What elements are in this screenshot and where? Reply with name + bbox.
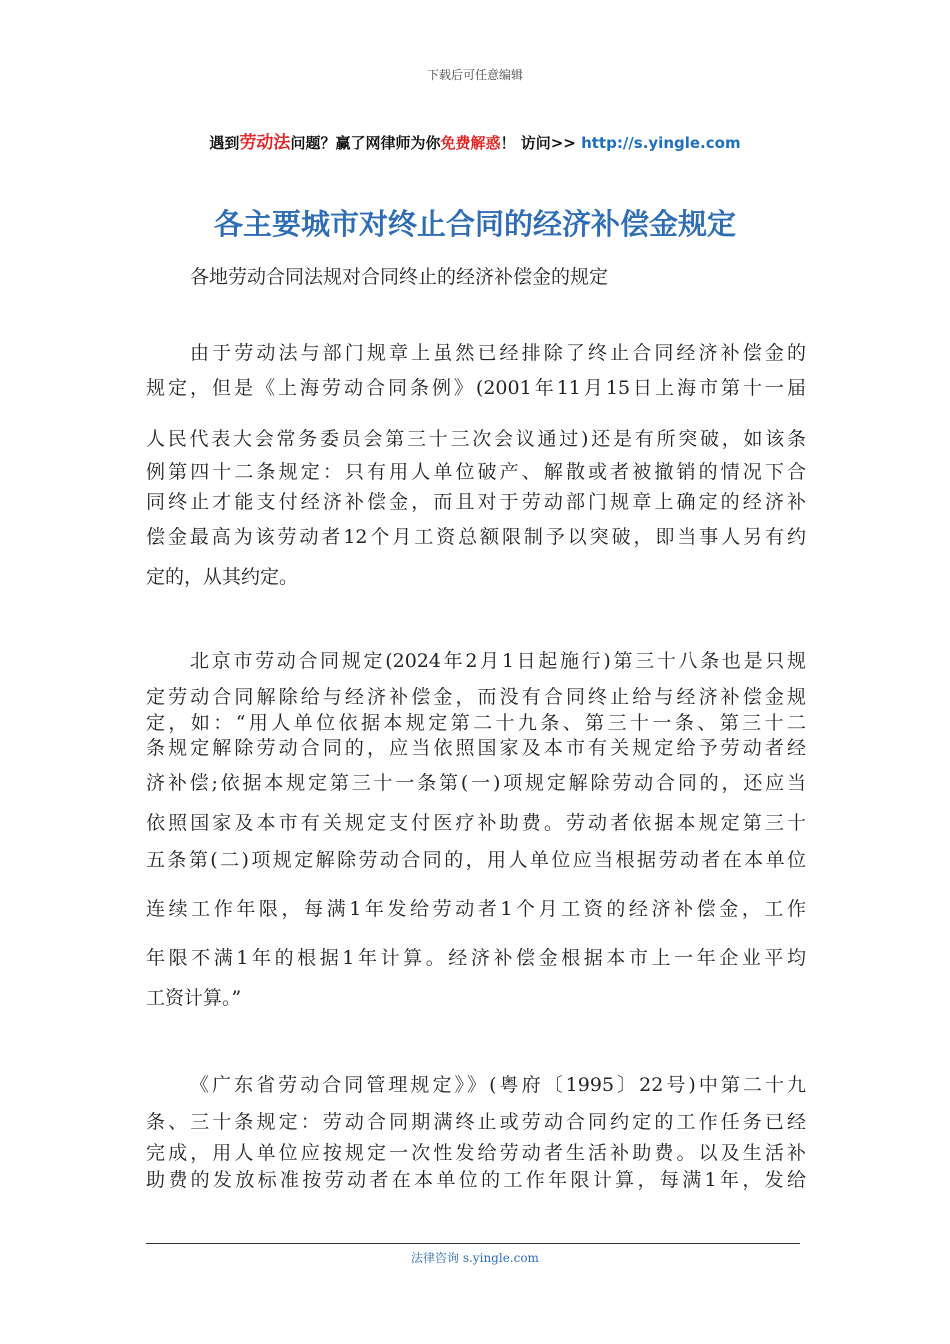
paragraph-3-line: 助费的发放标准按劳动者在本单位的工作年限计算，每满1年，发给 [146,1169,806,1191]
promo-highlight-labor-law: 劳动法 [239,133,291,153]
paragraph-2-line: 依照国家及本市有关规定支付医疗补助费。劳动者依据本规定第三十 [146,812,806,834]
paragraph-3-line: 完成，用人单位应按规定一次性发给劳动者生活补助费。以及生活补 [146,1142,806,1164]
paragraph-1-line: 定的，从其约定。 [146,566,299,588]
paragraph-1-line: 由于劳动法与部门规章上虽然已经排除了终止合同经济补偿金的 [190,342,806,364]
paragraph-1-line: 人民代表大会常务委员会第三十三次会议通过)还是有所突破，如该条 [146,428,806,450]
footer-divider [146,1243,800,1244]
footer-text[interactable]: 法律咨询 s.yingle.com [411,1251,539,1265]
paragraph-3-line: 《广东省劳动合同管理规定》》(粤府〔1995〕22号)中第二十九 [190,1074,806,1096]
document-subtitle: 各地劳动合同法规对合同终止的经济补偿金的规定 [190,266,609,288]
paragraph-2-line: 连续工作年限，每满1年发给劳动者1个月工资的经济补偿金，工作 [146,898,806,920]
paragraph-1-line: 偿金最高为该劳动者12个月工资总额限制予以突破，即当事人另有约 [146,526,806,548]
paragraph-1-line: 同终止才能支付经济补偿金，而且对于劳动部门规章上确定的经济补 [146,491,806,513]
paragraph-2-line: 定，如：“用人单位依据本规定第二十九条、第三十一条、第三十二 [146,712,806,734]
promo-link[interactable]: http://s.yingle.com [581,134,741,152]
paragraph-2-line: 工资计算。” [146,987,242,1009]
paragraph-2-line: 条规定解除劳动合同的，应当依照国家及本市有关规定给予劳动者经 [146,737,806,759]
paragraph-2-line: 济补偿;依据本规定第三十一条第(一)项规定解除劳动合同的，还应当 [146,772,806,794]
paragraph-2-line: 定劳动合同解除给与经济补偿金，而没有合同终止给与经济补偿金规 [146,686,806,708]
document-title: 各主要城市对终止合同的经济补偿金规定 [213,207,736,241]
paragraph-1-line: 例第四十二条规定：只有用人单位破产、解散或者被撤销的情况下合 [146,461,806,483]
paragraph-2-line: 北京市劳动合同规定(2024年2月1日起施行)第三十八条也是只规 [190,650,806,672]
promo-text-2: 问题？赢了网律师为你 [290,134,441,152]
promo-banner [0,128,950,153]
paragraph-2-line: 五条第(二)项规定解除劳动合同的，用人单位应当根据劳动者在本单位 [146,849,806,871]
paragraph-1-line: 规定，但是《上海劳动合同条例》(2001年11月15日上海市第十一届 [146,377,806,399]
promo-text-1: 遇到 [209,134,240,152]
header-note: 下载后可任意编辑 [426,68,523,82]
promo-text-3: ！ 访问>> [500,134,582,152]
paragraph-2-line: 年限不满1年的根据1年计算。经济补偿金根据本市上一年企业平均 [146,947,806,969]
paragraph-3-line: 条、三十条规定：劳动合同期满终止或劳动合同约定的工作任务已经 [146,1111,806,1133]
promo-highlight-free: 免费解惑 [440,134,501,152]
